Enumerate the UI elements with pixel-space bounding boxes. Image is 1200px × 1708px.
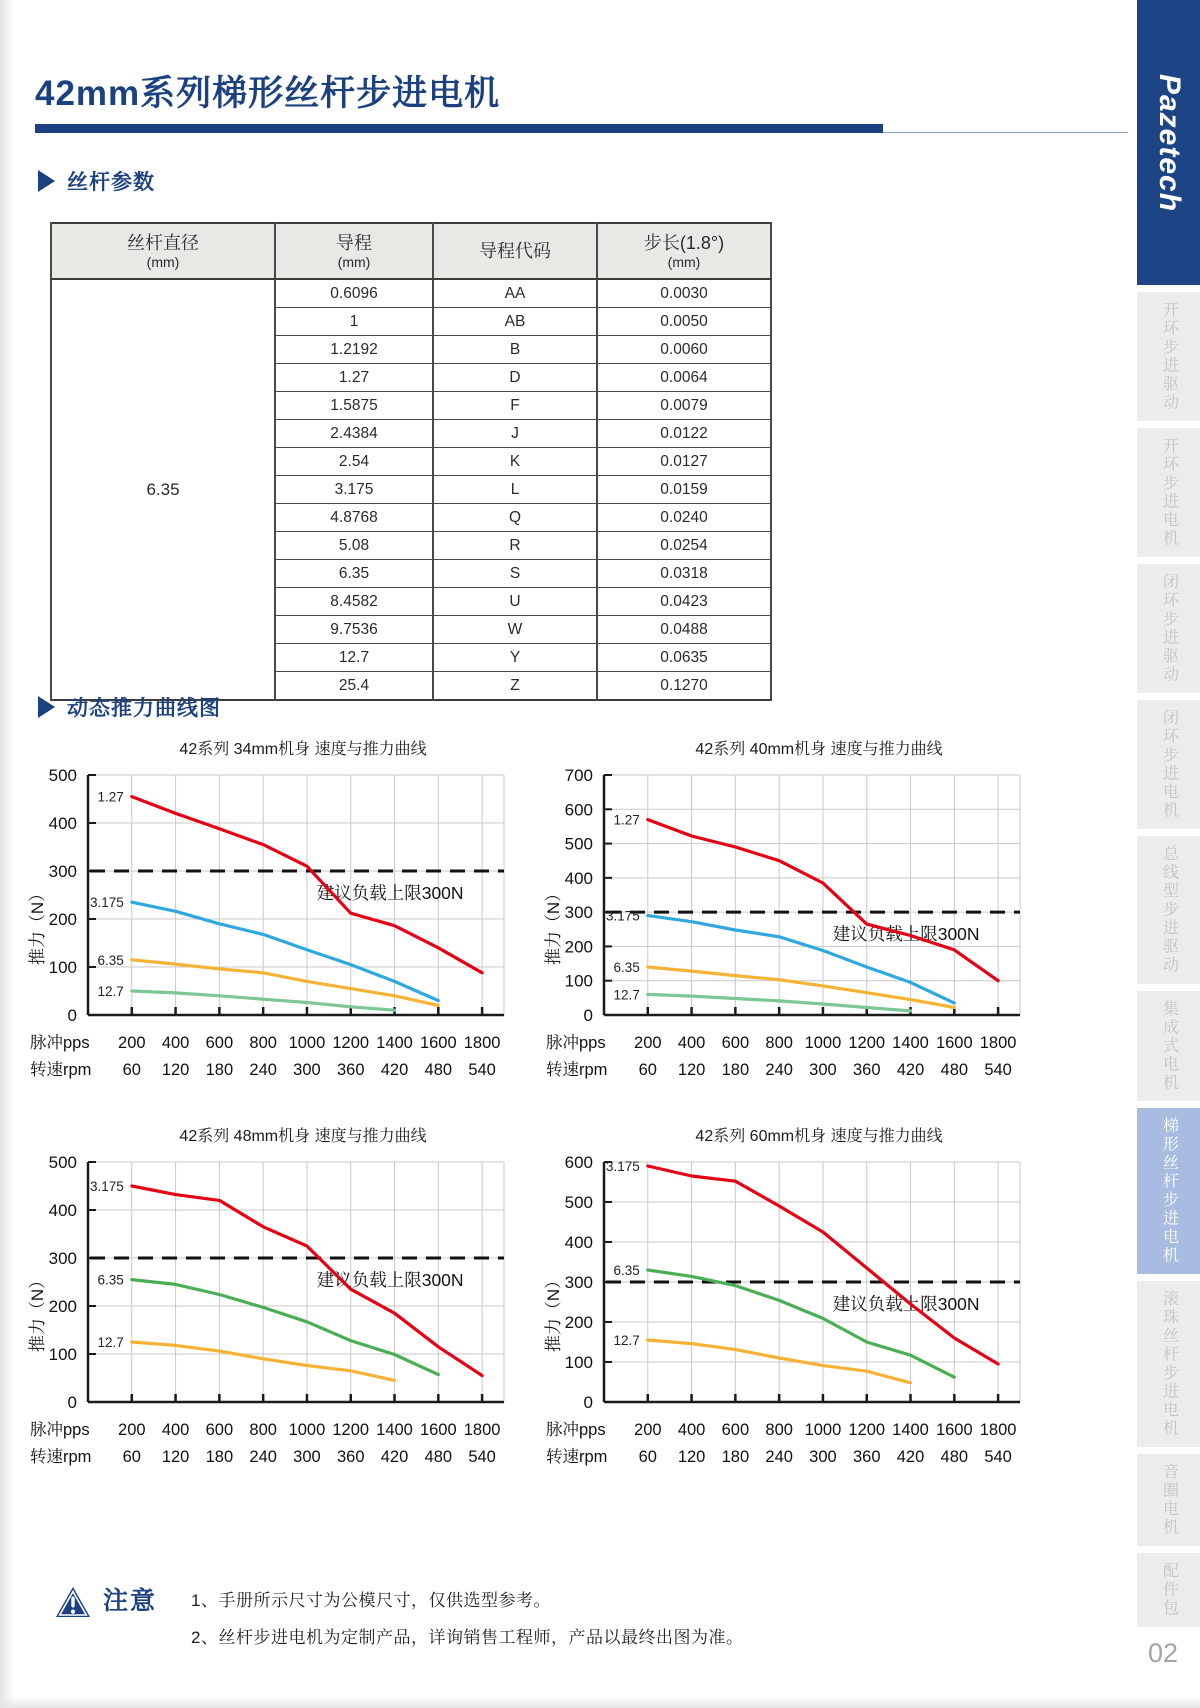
chart-40mm (544, 736, 1036, 1081)
table-cell: 0.0423 (597, 588, 771, 616)
svg-text:60: 60 (122, 1448, 141, 1466)
svg-text:1800: 1800 (979, 1034, 1017, 1052)
svg-text:180: 180 (721, 1448, 750, 1466)
table-cell: 2.54 (275, 448, 433, 476)
chart-title: 42系列 34mm机身 速度与推力曲线 (179, 741, 427, 758)
svg-text:360: 360 (852, 1448, 881, 1466)
svg-text:200: 200 (564, 937, 593, 957)
sidebar-item-label: 滚珠丝杆步进电机 (1160, 1290, 1178, 1438)
note-lines (191, 1586, 743, 1660)
svg-text:120: 120 (677, 1061, 706, 1079)
table-cell: U (433, 588, 597, 616)
svg-text:脉冲pps: 脉冲pps (30, 1421, 90, 1439)
svg-text:700: 700 (564, 766, 593, 785)
svg-text:建议负载上限300N: 建议负载上限300N (832, 924, 980, 945)
svg-text:1400: 1400 (376, 1421, 413, 1439)
svg-text:200: 200 (634, 1421, 662, 1439)
sidebar-nav (1137, 0, 1200, 1708)
svg-text:300: 300 (564, 1273, 593, 1292)
svg-text:100: 100 (564, 971, 593, 991)
section-heading-label: 丝杆参数 (67, 171, 155, 194)
table-cell: 0.0079 (597, 392, 771, 420)
sidebar-item[interactable] (1137, 700, 1200, 829)
table-cell: 2.4384 (275, 420, 433, 448)
lead-table-body (51, 279, 771, 700)
section-heading-label: 动态推力曲线图 (67, 697, 221, 720)
chart-title: 42系列 60mm机身 速度与推力曲线 (695, 1128, 943, 1145)
sidebar-item[interactable] (1137, 292, 1200, 421)
page-title: 42mm系列梯形丝杆步进电机 (35, 74, 501, 113)
table-cell: 0.0240 (597, 504, 771, 532)
table-cell: Y (433, 644, 597, 672)
table-cell: 1.5875 (275, 392, 433, 420)
svg-text:420: 420 (380, 1448, 409, 1466)
svg-text:推力（N）: 推力（N） (28, 1271, 47, 1353)
svg-text:800: 800 (249, 1421, 277, 1439)
diameter-cell: 6.35 (51, 279, 275, 700)
thrust-chart-34mm-plot (28, 763, 520, 1081)
col-header-step: 步长(1.8°) (mm) (597, 223, 771, 279)
svg-text:100: 100 (564, 1353, 593, 1372)
svg-text:1000: 1000 (804, 1421, 842, 1439)
svg-text:120: 120 (161, 1061, 190, 1079)
svg-text:1000: 1000 (288, 1421, 326, 1439)
svg-text:500: 500 (564, 834, 593, 854)
sidebar-item[interactable] (1137, 1454, 1200, 1546)
table-cell: 0.0254 (597, 532, 771, 560)
svg-text:0: 0 (583, 1006, 593, 1025)
svg-text:1600: 1600 (419, 1034, 457, 1052)
svg-text:400: 400 (564, 1233, 593, 1252)
table-cell: 5.08 (275, 532, 433, 560)
svg-text:200: 200 (564, 1313, 593, 1332)
svg-text:300: 300 (809, 1061, 837, 1079)
table-cell: W (433, 616, 597, 644)
svg-text:180: 180 (205, 1448, 234, 1466)
col-header-lead: 导程 (mm) (275, 223, 433, 279)
sidebar-item[interactable] (1137, 428, 1200, 557)
chart-title: 42系列 48mm机身 速度与推力曲线 (179, 1128, 427, 1145)
svg-text:1800: 1800 (463, 1034, 501, 1052)
sidebar-item-label: 总线型步进驱动 (1160, 845, 1178, 975)
svg-text:480: 480 (424, 1448, 453, 1466)
svg-text:100: 100 (48, 958, 77, 977)
table-cell: 1.27 (275, 364, 433, 392)
svg-text:420: 420 (896, 1061, 925, 1079)
svg-text:转速rpm: 转速rpm (30, 1448, 92, 1466)
svg-text:3.175: 3.175 (89, 1179, 124, 1194)
svg-text:1.27: 1.27 (613, 812, 640, 828)
table-cell: 0.0060 (597, 336, 771, 364)
svg-text:120: 120 (677, 1448, 706, 1466)
svg-text:1200: 1200 (332, 1034, 370, 1052)
table-cell: 0.0318 (597, 560, 771, 588)
svg-text:1400: 1400 (376, 1034, 413, 1052)
svg-text:12.7: 12.7 (97, 984, 124, 999)
svg-text:1200: 1200 (848, 1421, 886, 1439)
svg-text:3.175: 3.175 (89, 895, 124, 911)
svg-text:540: 540 (984, 1448, 1012, 1466)
warning-triangle-icon (55, 1586, 91, 1618)
svg-text:6.35: 6.35 (97, 952, 124, 968)
svg-text:1000: 1000 (804, 1034, 842, 1052)
table-cell: 0.0050 (597, 308, 771, 336)
note-line: 2、丝杆步进电机为定制产品，详询销售工程师，产品以最终出图为准。 (191, 1628, 744, 1647)
svg-text:1600: 1600 (935, 1421, 973, 1439)
svg-text:1800: 1800 (463, 1421, 501, 1439)
svg-text:300: 300 (293, 1448, 321, 1466)
svg-text:360: 360 (852, 1061, 881, 1079)
sidebar-item-active[interactable] (1137, 1108, 1200, 1274)
svg-text:800: 800 (765, 1421, 793, 1439)
thrust-chart-48mm-plot (28, 1150, 520, 1468)
table-header-row (51, 223, 771, 279)
table-cell: K (433, 448, 597, 476)
svg-text:500: 500 (48, 766, 77, 785)
svg-text:建议负载上限300N: 建议负载上限300N (316, 883, 464, 903)
thrust-chart-40mm-plot (544, 763, 1036, 1081)
table-cell: 0.0488 (597, 616, 771, 644)
svg-text:60: 60 (638, 1448, 657, 1466)
table-cell: F (433, 392, 597, 420)
svg-text:建议负载上限300N: 建议负载上限300N (832, 1294, 980, 1314)
note-block (55, 1586, 743, 1660)
svg-text:6.35: 6.35 (97, 1272, 124, 1288)
svg-text:480: 480 (424, 1061, 453, 1079)
svg-text:1800: 1800 (979, 1421, 1017, 1439)
svg-text:240: 240 (765, 1061, 793, 1079)
svg-text:200: 200 (118, 1034, 146, 1052)
table-cell: D (433, 364, 597, 392)
svg-text:6.35: 6.35 (613, 960, 640, 975)
sidebar-item[interactable] (1137, 836, 1200, 984)
svg-text:1200: 1200 (332, 1421, 370, 1439)
svg-text:500: 500 (564, 1193, 593, 1212)
svg-text:800: 800 (765, 1034, 793, 1052)
table-cell: 0.0635 (597, 644, 771, 672)
table-cell: 0.0159 (597, 476, 771, 504)
table-cell: R (433, 532, 597, 560)
svg-text:脉冲pps: 脉冲pps (546, 1421, 606, 1439)
svg-text:300: 300 (564, 903, 593, 923)
svg-text:540: 540 (984, 1061, 1012, 1079)
svg-text:推力（N）: 推力（N） (544, 884, 563, 966)
sidebar-item-label: 配件包 (1160, 1562, 1178, 1618)
col-header-diameter: 丝杆直径 (mm) (51, 223, 275, 279)
table-cell: 0.0122 (597, 420, 771, 448)
table-cell: 0.1270 (597, 672, 771, 701)
col-header-lead-code: 导程代码 (433, 223, 597, 279)
chart-60mm (544, 1123, 1036, 1468)
sidebar-item-label: 梯形丝杆步进电机 (1160, 1117, 1178, 1265)
section-heading-thrust-curves (38, 692, 221, 722)
svg-text:12.7: 12.7 (613, 1333, 640, 1348)
svg-text:420: 420 (380, 1061, 409, 1079)
svg-text:转速rpm: 转速rpm (546, 1061, 608, 1079)
svg-text:1.27: 1.27 (97, 789, 124, 805)
svg-text:120: 120 (161, 1448, 190, 1466)
arrow-right-icon (38, 696, 55, 718)
svg-text:600: 600 (721, 1034, 750, 1052)
svg-text:60: 60 (638, 1061, 657, 1079)
svg-text:12.7: 12.7 (613, 987, 640, 1003)
sidebar-item-label: 音圈电机 (1160, 1463, 1178, 1537)
svg-text:6.35: 6.35 (613, 1263, 640, 1278)
svg-text:0: 0 (67, 1393, 77, 1412)
svg-text:800: 800 (249, 1034, 277, 1052)
svg-text:1600: 1600 (419, 1421, 457, 1439)
svg-text:400: 400 (677, 1421, 706, 1439)
svg-text:600: 600 (564, 1153, 593, 1172)
svg-text:180: 180 (721, 1061, 750, 1079)
svg-text:0: 0 (583, 1393, 593, 1412)
chart-title: 42系列 40mm机身 速度与推力曲线 (695, 741, 943, 758)
table-cell: 3.175 (275, 476, 433, 504)
table-cell: 8.4582 (275, 588, 433, 616)
svg-text:200: 200 (634, 1034, 662, 1052)
table-cell: 12.7 (275, 644, 433, 672)
table-cell: 1 (275, 308, 433, 336)
svg-text:300: 300 (809, 1448, 837, 1466)
svg-text:240: 240 (249, 1448, 277, 1466)
svg-text:200: 200 (118, 1421, 146, 1439)
svg-text:600: 600 (564, 800, 593, 820)
svg-text:推力（N）: 推力（N） (544, 1271, 563, 1353)
svg-text:400: 400 (48, 1201, 77, 1220)
title-underline (35, 124, 883, 133)
svg-text:400: 400 (161, 1421, 190, 1439)
page-number: 02 (1148, 1638, 1179, 1668)
svg-text:500: 500 (48, 1153, 77, 1172)
sidebar-item-label: 开环步进电机 (1160, 437, 1178, 548)
svg-text:360: 360 (336, 1448, 365, 1466)
page-edge-left (0, 0, 14, 1708)
brand-logo (1137, 0, 1200, 285)
table-cell: 25.4 (275, 672, 433, 701)
svg-text:180: 180 (205, 1061, 234, 1079)
svg-text:480: 480 (940, 1061, 969, 1079)
sidebar-item[interactable] (1137, 564, 1200, 693)
arrow-right-icon (38, 170, 55, 192)
svg-text:0: 0 (67, 1006, 77, 1025)
table-cell: 9.7536 (275, 616, 433, 644)
note-title: 注意 (103, 1587, 158, 1615)
table-cell: B (433, 336, 597, 364)
table-cell: 6.35 (275, 560, 433, 588)
note-line: 1、手册所示尺寸为公模尺寸，仅供选型参考。 (191, 1591, 551, 1610)
svg-text:200: 200 (48, 910, 77, 929)
sidebar-item-label: 闭环步进驱动 (1160, 573, 1178, 684)
chart-48mm (28, 1123, 520, 1468)
svg-text:600: 600 (205, 1421, 234, 1439)
svg-text:建议负载上限300N: 建议负载上限300N (316, 1270, 464, 1290)
table-cell: L (433, 476, 597, 504)
svg-text:3.175: 3.175 (605, 1159, 640, 1174)
svg-text:1000: 1000 (288, 1034, 326, 1052)
sidebar-item-label: 闭环步进电机 (1160, 709, 1178, 820)
svg-text:推力（N）: 推力（N） (28, 884, 47, 966)
svg-text:600: 600 (205, 1034, 234, 1052)
svg-text:360: 360 (336, 1061, 365, 1079)
svg-text:1600: 1600 (935, 1034, 973, 1052)
sidebar-item[interactable] (1137, 1281, 1200, 1447)
sidebar-item-label: 集成式电机 (1160, 999, 1178, 1092)
table-cell: 0.0064 (597, 364, 771, 392)
page-edge-bottom (0, 1696, 1200, 1708)
table-cell: 4.8768 (275, 504, 433, 532)
svg-text:转速rpm: 转速rpm (30, 1061, 92, 1079)
svg-text:脉冲pps: 脉冲pps (546, 1034, 606, 1052)
svg-text:12.7: 12.7 (97, 1335, 124, 1350)
svg-text:1400: 1400 (892, 1421, 929, 1439)
svg-text:300: 300 (293, 1061, 321, 1079)
svg-text:400: 400 (48, 814, 77, 833)
table-cell: 0.0030 (597, 279, 771, 308)
table-cell: Q (433, 504, 597, 532)
table-row (51, 279, 771, 308)
chart-34mm (28, 736, 520, 1081)
svg-text:300: 300 (48, 1249, 77, 1268)
sidebar-item[interactable] (1137, 991, 1200, 1102)
svg-text:540: 540 (468, 1061, 496, 1079)
svg-text:400: 400 (564, 868, 593, 888)
table-cell: 1.2192 (275, 336, 433, 364)
svg-text:100: 100 (48, 1345, 77, 1364)
svg-text:脉冲pps: 脉冲pps (30, 1034, 90, 1052)
svg-text:480: 480 (940, 1448, 969, 1466)
brand-logo-text: Pazetech (1152, 73, 1186, 212)
table-cell: 0.0127 (597, 448, 771, 476)
svg-text:400: 400 (161, 1034, 190, 1052)
svg-text:转速rpm: 转速rpm (546, 1448, 608, 1466)
svg-text:420: 420 (896, 1448, 925, 1466)
section-heading-screw-params (38, 166, 155, 196)
svg-text:600: 600 (721, 1421, 750, 1439)
lead-parameter-table (50, 222, 772, 701)
table-cell: AA (433, 279, 597, 308)
svg-text:200: 200 (48, 1297, 77, 1316)
svg-text:60: 60 (122, 1061, 141, 1079)
svg-text:240: 240 (765, 1448, 793, 1466)
svg-text:300: 300 (48, 862, 77, 881)
svg-text:1400: 1400 (892, 1034, 929, 1052)
svg-text:240: 240 (249, 1061, 277, 1079)
svg-text:540: 540 (468, 1448, 496, 1466)
table-cell: 0.6096 (275, 279, 433, 308)
thrust-chart-60mm-plot (544, 1150, 1036, 1468)
table-cell: Z (433, 672, 597, 701)
table-cell: AB (433, 308, 597, 336)
svg-text:1200: 1200 (848, 1034, 886, 1052)
svg-text:400: 400 (677, 1034, 706, 1052)
table-cell: S (433, 560, 597, 588)
sidebar-item-label: 开环步进驱动 (1160, 301, 1178, 412)
table-cell: J (433, 420, 597, 448)
thrust-charts-grid (28, 736, 1036, 1468)
svg-text:3.175: 3.175 (605, 908, 640, 924)
sidebar-item[interactable] (1137, 1553, 1200, 1627)
